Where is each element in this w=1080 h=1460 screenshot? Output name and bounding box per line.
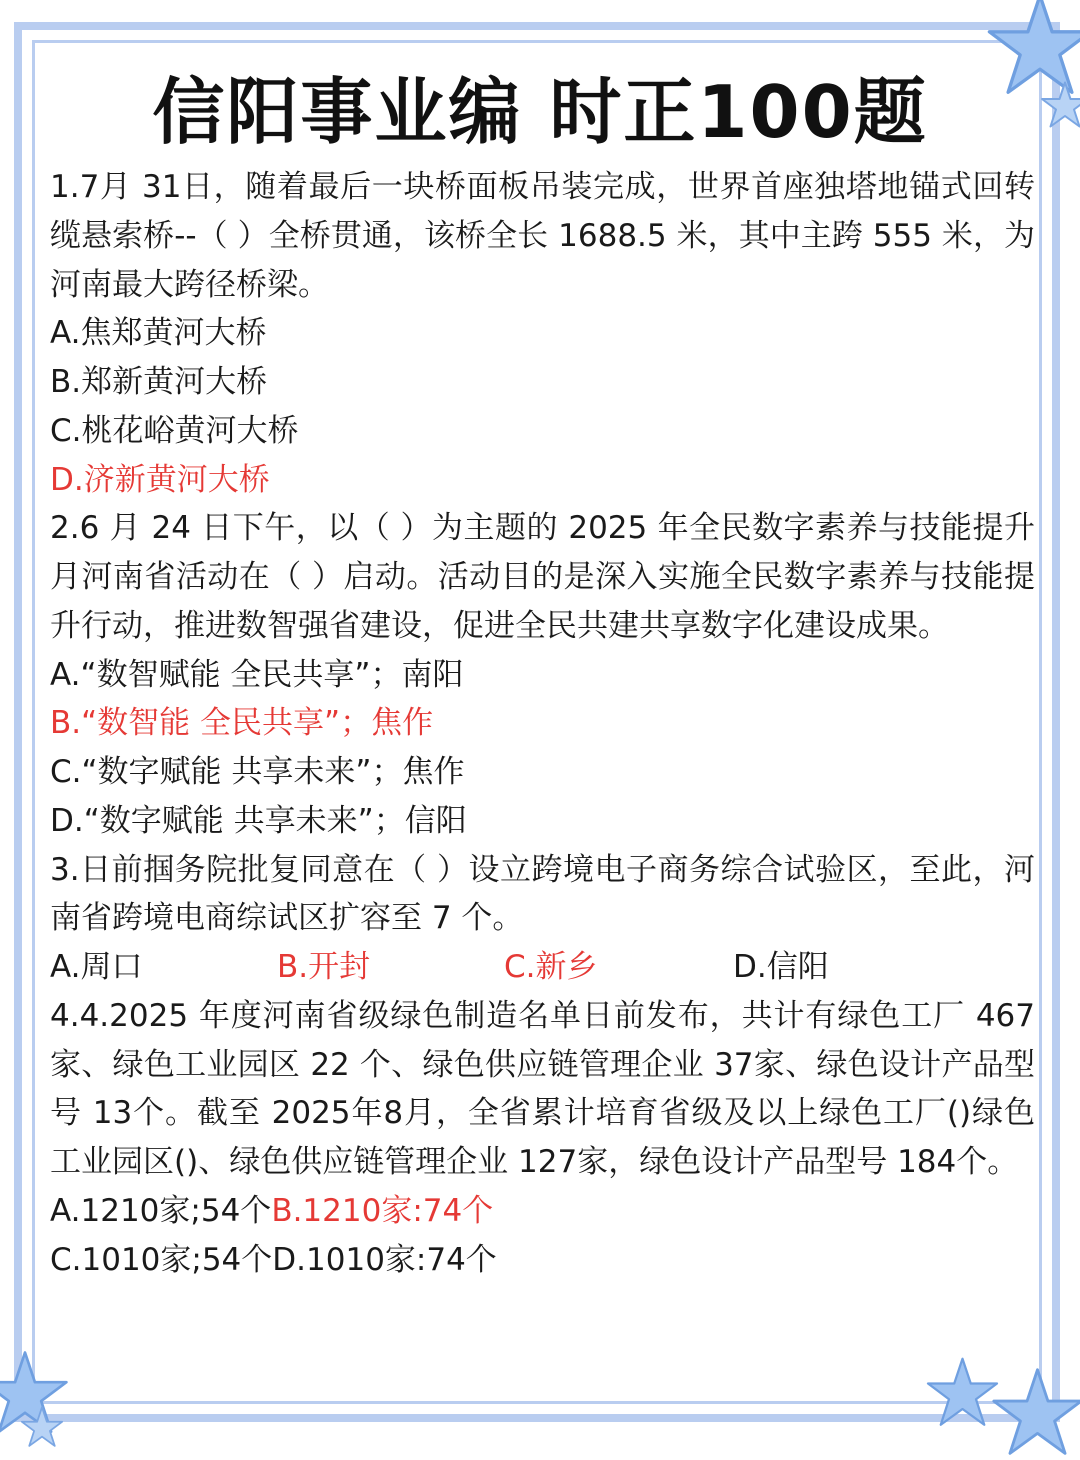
question-4-options-row-1 <box>50 1187 1035 1236</box>
question-4-options-row-2 <box>50 1236 1035 1285</box>
page-title: 信阳事业编 时正100题 <box>152 70 928 154</box>
star-icon-bottom-right-2 <box>990 1365 1080 1460</box>
question-3-option-a: A.周口 <box>50 949 143 985</box>
question-2-option-b-answer: B.“数智能 全民共享”；焦作 <box>50 705 434 742</box>
question-3-options <box>50 943 1035 992</box>
question-2-option-d: D.“数字赋能 共享未来”；信阳 <box>50 802 467 839</box>
question-1-option-a: A.焦郑黄河大桥 <box>50 315 267 352</box>
star-icon-bottom-left-small <box>20 1405 64 1449</box>
question-1-option-c: C.桃花峪黄河大桥 <box>50 412 299 449</box>
question-4-option-a: A.1210家;54个 <box>50 1192 272 1229</box>
question-4-option-d: D.1010家:74个 <box>272 1241 497 1278</box>
question-1-option-b: B.郑新黄河大桥 <box>50 364 268 400</box>
question-1-text: 1.7月 31日，随着最后一块桥面板吊装完成，世界首座独塔地锚式回转缆悬索桥--（ ）全桥贯通，该桥全长 1688.5 米，其中主跨 555 米，为河南最大跨径桥梁。 <box>50 169 1035 303</box>
question-2-option-a: A.“数智赋能 全民共享”；南阳 <box>50 656 464 693</box>
question-4-option-c: C.1010家;54个 <box>50 1241 273 1278</box>
question-1-option-d-answer: D.济新黄河大桥 <box>50 461 270 498</box>
question-3-text: 3.日前掴务院批复同意在（ ）设立跨境电子商务综合试验区，至此，河南省跨境电商综试区扩容至 7 个。 <box>50 851 1035 937</box>
question-3-option-c-answer: C.新乡 <box>504 949 598 985</box>
question-3-option-d: D.信阳 <box>733 949 829 985</box>
question-3-option-b-answer: B.开封 <box>277 949 371 985</box>
question-list <box>50 163 1035 1284</box>
question-4-text: 4.4.2025 年度河南省级绿色制造名单日前发布，共计有绿色工厂 467 家、绿色工业园区 22 个、绿色供应链管理企业 37家、绿色设计产品型号 13个。截至 2025年8月，全省累计培育省级及以上绿色工厂()绿色工业园区()、绿色供应链管理企业 127家，绿色设计产品型号 184个。 <box>50 997 1035 1180</box>
question-2-text: 2.6 月 24 日下午，以（ ）为主题的 2025 年全民数字素养与技能提升月河南省活动在（ ）启动。活动目的是深入实施全民数字素养与技能提升行动，推进数智强省建设，促进全民共建共享数字化建设成果。 <box>50 510 1035 644</box>
question-2-option-c: C.“数字赋能 共享未来”；焦作 <box>50 754 465 790</box>
question-4-option-b-answer: B.1210家:74个 <box>271 1192 494 1229</box>
star-icon-bottom-right <box>925 1355 1000 1430</box>
